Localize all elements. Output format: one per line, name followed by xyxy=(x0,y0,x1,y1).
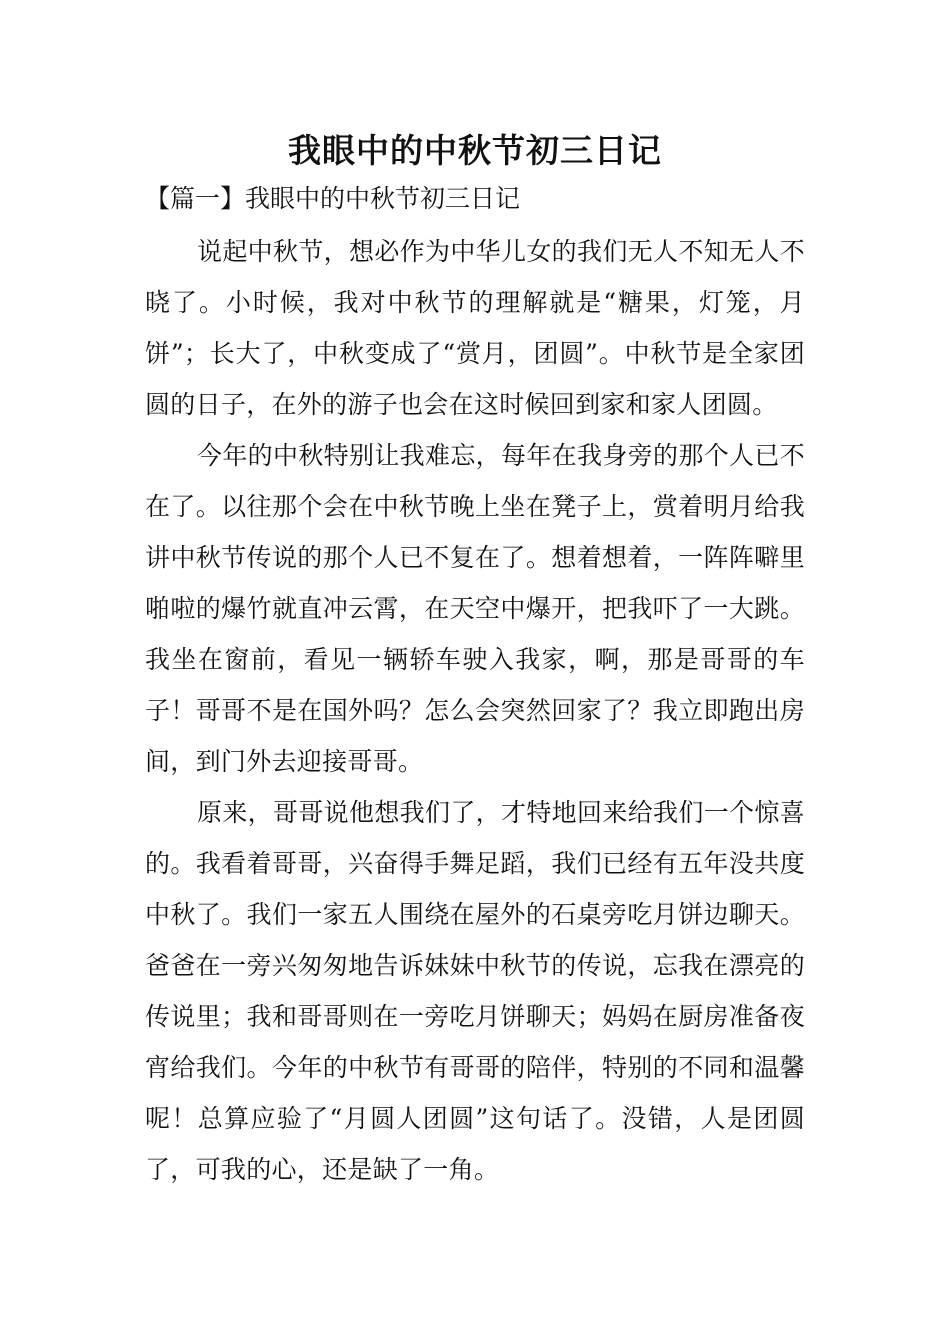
paragraph-2: 今年的中秋特别让我难忘，每年在我身旁的那个人已不在了。以往那个会在中秋节晚上坐在凳子上，赏着明月给我讲中秋节传说的那个人已不复在了。想着想着，一阵阵噼里啪啦的爆竹就直冲云霄，在天空中爆开，把我吓了一大跳。我坐在窗前，看见一辆轿车驶入我家，啊，那是哥哥的车子！哥哥不是在国外吗？怎么会突然回家了？我立即跑出房间，到门外去迎接哥哥。 xyxy=(145,441,805,776)
paragraph-3: 原来，哥哥说他想我们了，才特地回来给我们一个惊喜的。我看着哥哥，兴奋得手舞足蹈，我们已经有五年没共度中秋了。我们一家五人围绕在屋外的石桌旁吃月饼边聊天。爸爸在一旁兴匆匆地告诉妹妹中秋节的传说，忘我在漂亮的传说里；我和哥哥则在一旁吃月饼聊天；妈妈在厨房准备夜宵给我们。今年的中秋节有哥哥的陪伴，特别的不同和温馨呢！总算应验了“月圆人团圆”这句话了。没错，人是团圆了，可我的心，还是缺了一角。 xyxy=(145,798,805,1184)
document-title: 我眼中的中秋节初三日记 xyxy=(288,131,662,170)
document-body xyxy=(145,226,805,1195)
paragraph-1: 说起中秋节，想必作为中华儿女的我们无人不知无人不晓了。小时候，我对中秋节的理解就是“糖果，灯笼，月饼”；长大了，中秋变成了“赏月，团圆”。中秋节是全家团圆的日子，在外的游子也会在这时候回到家和家人团圆。 xyxy=(145,237,805,419)
section-heading: 【篇一】我眼中的中秋节初三日记 xyxy=(145,184,521,213)
